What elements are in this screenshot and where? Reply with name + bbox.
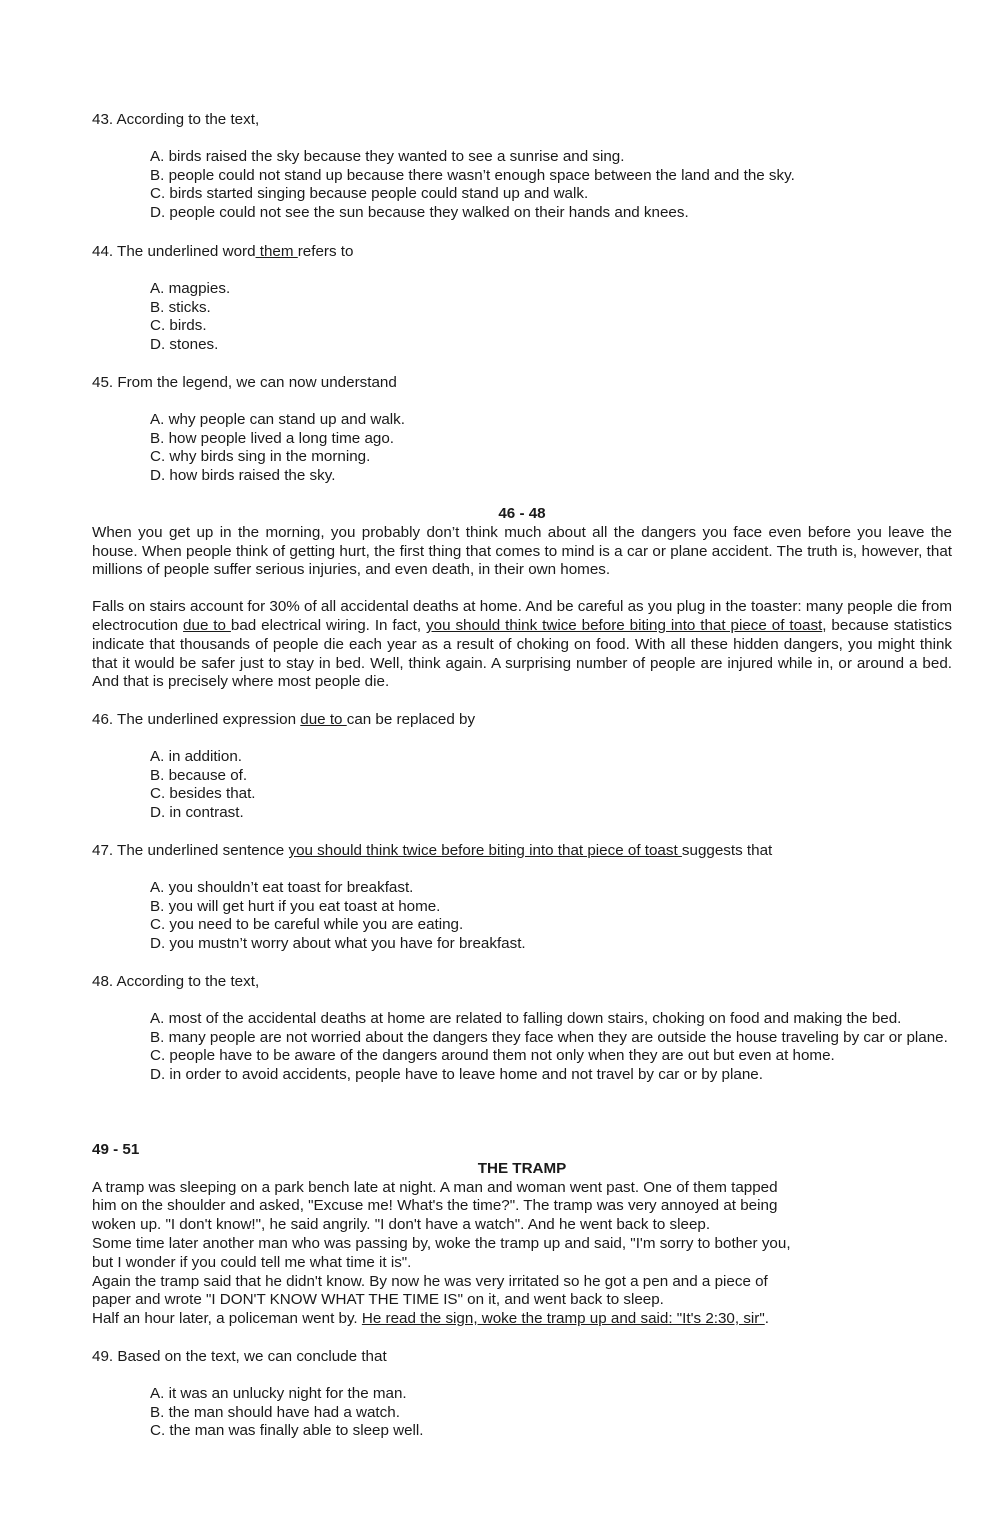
answer-options <box>150 280 952 355</box>
question-45 <box>92 374 952 486</box>
option-a[interactable]: A. why people can stand up and walk. <box>150 410 405 428</box>
stem-text: 44. The underlined word <box>92 243 256 260</box>
option-d[interactable]: D. you mustn’t worry about what you have for breakfast. <box>150 935 526 953</box>
underlined-sentence: you should think twice before biting into that piece of toast <box>288 842 682 859</box>
question-stem: 46. The underlined expression due to can be replaced by <box>92 711 476 728</box>
section-heading: 46 - 48 <box>498 505 546 522</box>
option-c[interactable]: C. birds started singing because people could stand up and walk. <box>150 185 589 203</box>
question-44 <box>92 243 952 355</box>
question-stem: 45. From the legend, we can now understand <box>92 374 397 391</box>
option-a[interactable]: A. you shouldn’t eat toast for breakfast. <box>150 878 414 896</box>
answer-options <box>150 1385 952 1441</box>
option-c[interactable]: C. people have to be aware of the dangers around them not only when they are out but even at home. <box>150 1047 835 1065</box>
answer-options <box>150 748 952 823</box>
answer-options <box>150 1010 952 1085</box>
option-b[interactable]: B. people could not stand up because there wasn’t enough space between the land and the sky. <box>150 166 795 184</box>
underlined-expression: due to <box>183 616 231 634</box>
question-stem: 48. According to the text, <box>92 973 260 990</box>
option-d[interactable]: D. how birds raised the sky. <box>150 467 336 485</box>
passage-49-51 <box>92 1141 952 1329</box>
option-a[interactable]: A. it was an unlucky night for the man. <box>150 1384 407 1402</box>
question-49 <box>92 1348 952 1441</box>
option-b[interactable]: B. the man should have had a watch. <box>150 1403 400 1421</box>
underlined-expression: due to <box>300 711 347 728</box>
stem-text: refers to <box>297 243 354 260</box>
underlined-sentence: He read the sign, woke the tramp up and said: "It's 2:30, sir" <box>361 1310 765 1328</box>
option-c[interactable]: C. birds. <box>150 317 207 335</box>
question-47 <box>92 842 952 954</box>
option-b[interactable]: B. because of. <box>150 766 248 784</box>
option-b[interactable]: B. you will get hurt if you eat toast at home. <box>150 897 441 915</box>
question-stem: 43. According to the text, <box>92 111 260 128</box>
option-d[interactable]: D. in contrast. <box>150 804 244 822</box>
option-c[interactable]: C. you need to be careful while you are eating. <box>150 916 464 934</box>
question-stem: 49. Based on the text, we can conclude that <box>92 1348 387 1365</box>
passage-paragraph: Falls on stairs account for 30% of all accidental deaths at home. And be careful as you plug in the toaster: many people die from electrocution due to bad electrical wiring. In fact, you should think twice before biting into that piece of toast, because statistics indicate that thousands of people die each year as a result of choking on food. With all these hidden dangers, you might think that it would be safer just to stay in bed. Well, think again. A surprising number of people are injured while in, or around a bed. And that is precisely where most people die. <box>92 598 952 691</box>
option-b[interactable]: B. sticks. <box>150 298 211 316</box>
option-c[interactable]: C. the man was finally able to sleep well. <box>150 1422 424 1440</box>
question-stem <box>92 243 952 262</box>
question-46 <box>92 711 952 823</box>
story-text: A tramp was sleeping on a park bench late at night. A man and woman went past. One of them tapped him on the shoulder and asked, "Excuse me! What's the time?". The tramp was very annoyed at being woken up. "I don't know!", he said angrily. "I don't have a watch". And he went back to sleep. Some time later another man who was passing by, woke the tramp up and said, "I'm sorry to bother you, but I wonder if you could tell me what time it is". Again the tramp said that he didn't know. By now he was very irritated so he got a pen and a piece of paper and wrote "I DON'T KNOW WHAT THE TIME IS" on it, and went back to sleep. Half an hour later, a policeman went by. He read the sign, woke the tramp up and said: "It's 2:30, sir". <box>92 1178 791 1328</box>
option-d[interactable]: D. stones. <box>150 336 219 354</box>
answer-options <box>150 879 952 954</box>
story-title: THE TRAMP <box>477 1159 567 1177</box>
passage-paragraph: When you get up in the morning, you probably don’t think much about all the dangers you face even before you leave the house. When people think of getting hurt, the first thing that comes to mind is a car or plane accident. The truth is, however, that millions of people suffer serious injuries, and even death, in their own homes. <box>92 523 952 579</box>
option-a[interactable]: A. in addition. <box>150 747 243 765</box>
option-d[interactable]: D. in order to avoid accidents, people have to leave home and not travel by car or by plane. <box>150 1066 763 1084</box>
question-43 <box>92 111 952 223</box>
option-b[interactable]: B. how people lived a long time ago. <box>150 429 395 447</box>
option-b[interactable]: B. many people are not worried about the dangers they face when they are outside the house traveling by car or plane. <box>150 1028 948 1046</box>
underlined-sentence: you should think twice before biting into that piece of toast <box>426 616 823 634</box>
option-c[interactable]: C. besides that. <box>150 785 256 803</box>
question-stem: 47. The underlined sentence you should think twice before biting into that piece of toast suggests that <box>92 842 773 859</box>
option-a[interactable]: A. birds raised the sky because they wanted to see a sunrise and sing. <box>150 147 625 165</box>
answer-options <box>150 411 952 486</box>
section-range: 49 - 51 <box>92 1141 140 1158</box>
option-a[interactable]: A. most of the accidental deaths at home are related to falling down stairs, choking on food and making the bed. <box>150 1009 902 1027</box>
option-d[interactable]: D. people could not see the sun because they walked on their hands and knees. <box>150 204 689 222</box>
answer-options <box>150 148 952 223</box>
underlined-word: them <box>255 243 298 260</box>
option-a[interactable]: A. magpies. <box>150 279 231 297</box>
passage-46-48 <box>92 505 952 692</box>
option-c[interactable]: C. why birds sing in the morning. <box>150 448 371 466</box>
question-48 <box>92 973 952 1085</box>
